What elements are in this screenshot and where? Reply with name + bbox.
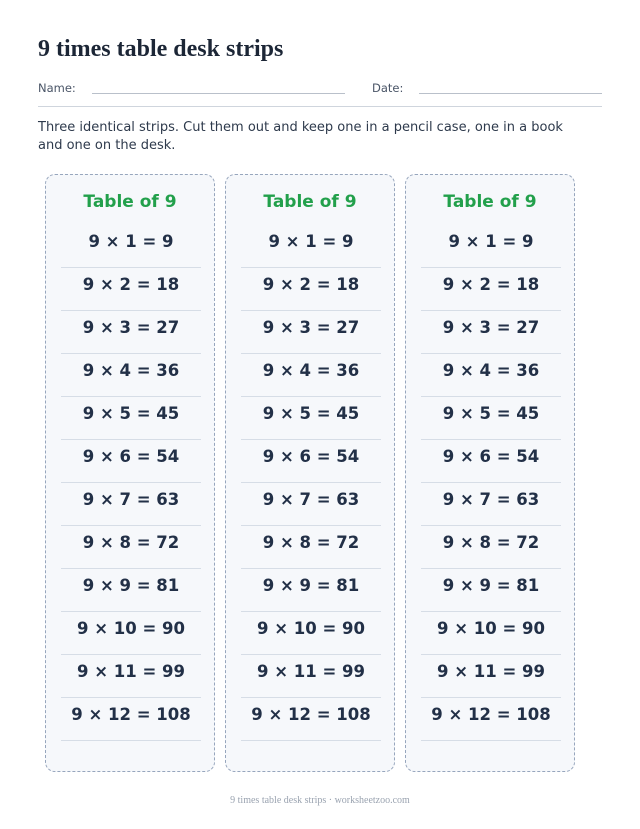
fact-row: 9 × 12 = 108	[241, 698, 381, 741]
fact-row: 9 × 6 = 54	[421, 440, 561, 483]
name-label: Name:	[38, 81, 76, 95]
strip-title: Table of 9	[263, 192, 357, 212]
fact-row: 9 × 10 = 90	[241, 612, 381, 655]
fact-row: 9 × 4 = 36	[241, 354, 381, 397]
fact-row: 9 × 5 = 45	[241, 397, 381, 440]
fact-row: 9 × 3 = 27	[421, 311, 561, 354]
fact-row: 9 × 4 = 36	[421, 354, 561, 397]
fact-row: 9 × 1 = 9	[241, 225, 381, 268]
desk-strip-3	[405, 174, 575, 772]
fact-row: 9 × 9 = 81	[241, 569, 381, 612]
fact-row: 9 × 8 = 72	[421, 526, 561, 569]
strip-title: Table of 9	[83, 192, 177, 212]
fact-row: 9 × 7 = 63	[421, 483, 561, 526]
fact-row: 9 × 1 = 9	[61, 225, 201, 268]
strip-title: Table of 9	[443, 192, 537, 212]
fact-row: 9 × 11 = 99	[421, 655, 561, 698]
fact-row: 9 × 5 = 45	[61, 397, 201, 440]
intro-text: Three identical strips. Cut them out and keep one in a pencil case, one in a book and one on the desk.	[38, 120, 563, 153]
fact-row: 9 × 3 = 27	[241, 311, 381, 354]
desk-strip-2	[225, 174, 395, 772]
page-footer: 9 times table desk strips · worksheetzoo.com	[230, 795, 410, 806]
fact-row: 9 × 10 = 90	[421, 612, 561, 655]
fact-row: 9 × 9 = 81	[61, 569, 201, 612]
fact-row: 9 × 7 = 63	[241, 483, 381, 526]
name-field[interactable]	[92, 93, 345, 94]
name-date-fields	[38, 78, 602, 107]
fact-row: 9 × 2 = 18	[61, 268, 201, 311]
fact-row: 9 × 5 = 45	[421, 397, 561, 440]
desk-strips	[45, 174, 578, 774]
fact-row: 9 × 6 = 54	[241, 440, 381, 483]
fact-row: 9 × 7 = 63	[61, 483, 201, 526]
fact-row: 9 × 2 = 18	[241, 268, 381, 311]
fact-row: 9 × 11 = 99	[61, 655, 201, 698]
fact-row: 9 × 6 = 54	[61, 440, 201, 483]
fact-row: 9 × 11 = 99	[241, 655, 381, 698]
date-field[interactable]	[419, 93, 602, 94]
fact-row: 9 × 8 = 72	[241, 526, 381, 569]
fact-row: 9 × 3 = 27	[61, 311, 201, 354]
date-label: Date:	[372, 81, 404, 95]
fact-row: 9 × 2 = 18	[421, 268, 561, 311]
fact-row: 9 × 8 = 72	[61, 526, 201, 569]
fact-row: 9 × 12 = 108	[61, 698, 201, 741]
fact-row: 9 × 10 = 90	[61, 612, 201, 655]
fact-row: 9 × 4 = 36	[61, 354, 201, 397]
fact-row: 9 × 12 = 108	[421, 698, 561, 741]
fact-row: 9 × 1 = 9	[421, 225, 561, 268]
page-title: 9 times table desk strips	[38, 36, 284, 62]
fact-row: 9 × 9 = 81	[421, 569, 561, 612]
desk-strip-1	[45, 174, 215, 772]
